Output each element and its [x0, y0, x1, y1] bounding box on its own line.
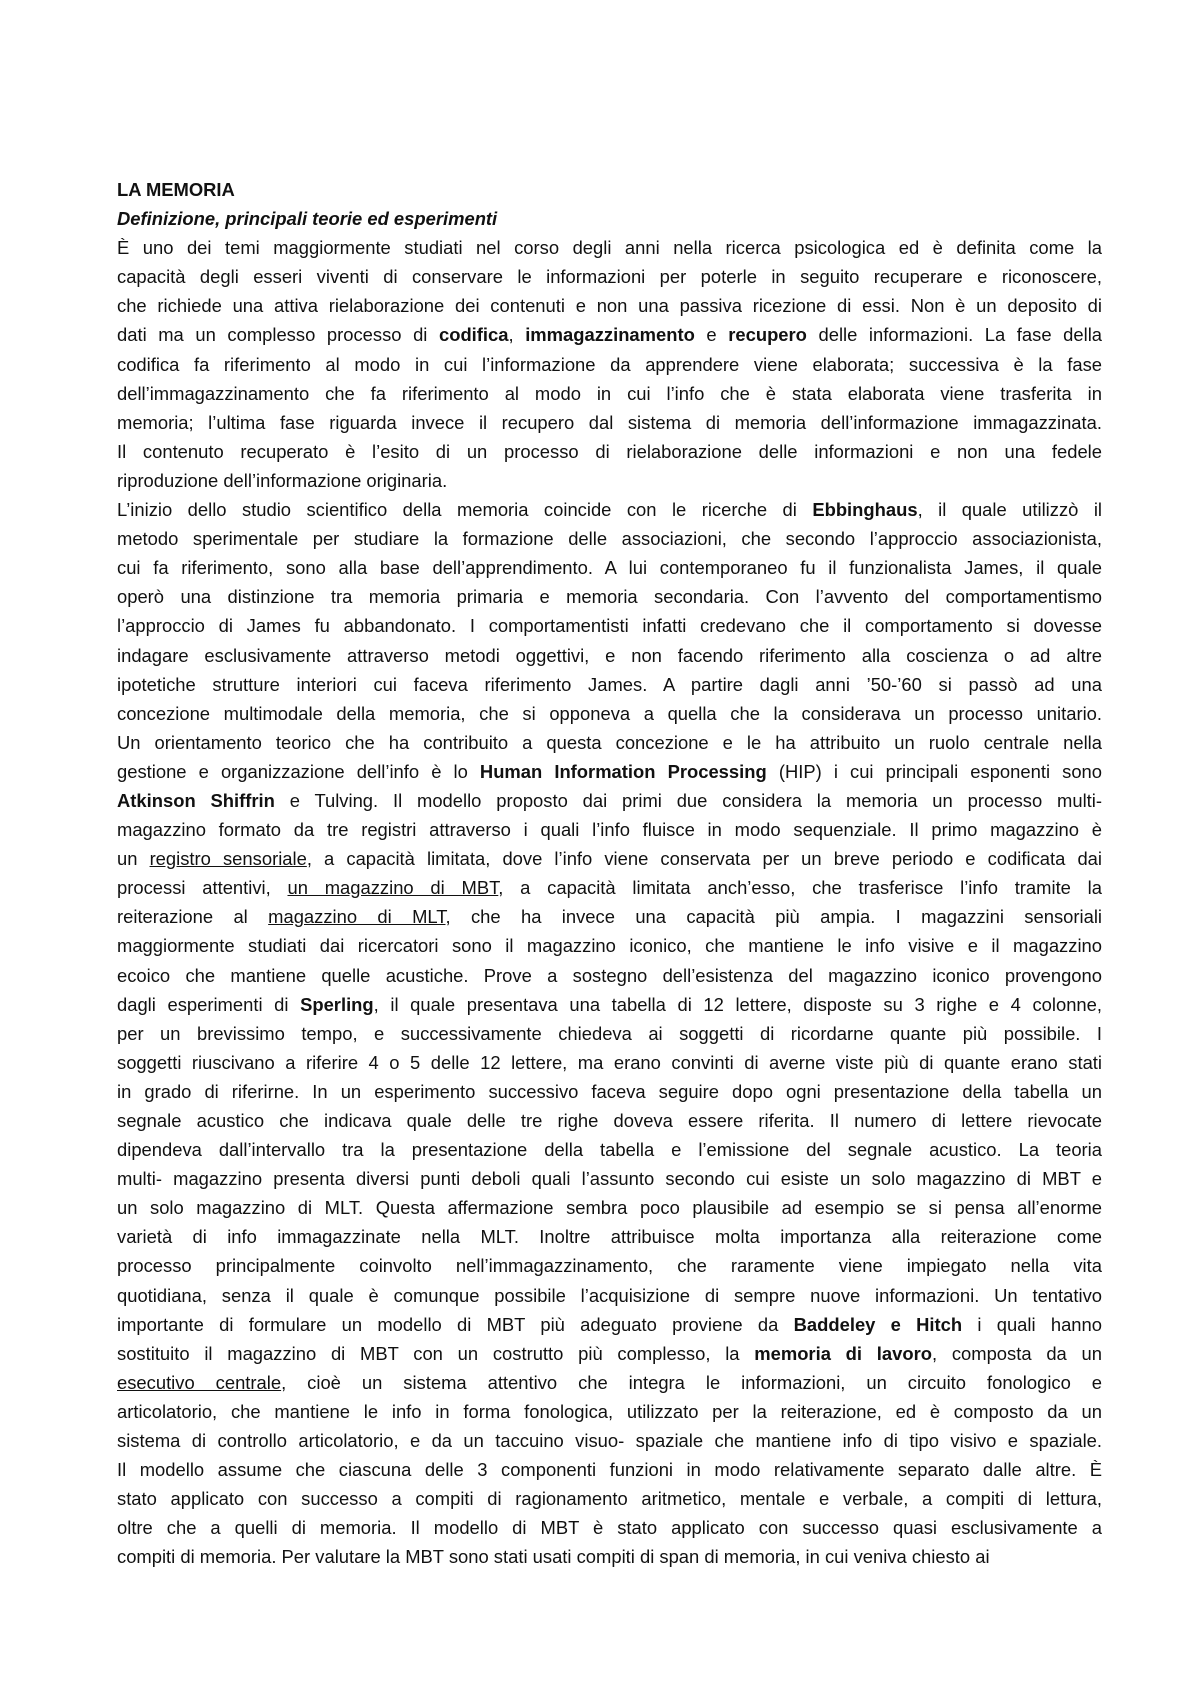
text-span: , cioè un sistema attentivo che integra le informazioni, un circuito fonologico e — [281, 1371, 1103, 1393]
text-line — [117, 670, 1102, 699]
text-line — [117, 1193, 1102, 1222]
text-span: , — [508, 324, 526, 346]
text-span: dipendeva dall’intervallo tra la presentazione della tabella e l’emissione del segnale acustico. La teoria — [117, 1139, 1102, 1161]
text-line — [117, 902, 1102, 931]
text-span: dati ma un complesso processo di — [117, 324, 439, 346]
underlined-text: registro sensoriale — [149, 848, 307, 870]
text-span: ecoico che mantiene quelle acustiche. Prove a sostegno dell’esistenza del magazzino iconico provengono — [117, 964, 1102, 986]
text-line — [117, 815, 1102, 844]
text-span: l’approccio di James fu abbandonato. I comportamentisti infatti credevano che il comportamento si dovesse — [117, 615, 1102, 637]
text-line — [117, 931, 1102, 960]
text-span: , a capacità limitata anch’esso, che trasferisce l’info tramite la — [498, 877, 1102, 899]
bold-text: Atkinson Shiffrin — [117, 789, 275, 811]
text-span: magazzino formato da tre registri attraverso i quali l’info fluisce in modo sequenziale. Il primo magazzino è — [117, 819, 1102, 841]
text-line — [117, 262, 1102, 291]
text-line — [117, 1513, 1102, 1542]
text-span: concezione multimodale della memoria, che si opponeva a quella che la considerava un processo unitario. — [117, 702, 1102, 724]
text-line — [117, 350, 1102, 379]
text-line — [117, 1310, 1102, 1339]
text-span: riproduzione dell’informazione originaria. — [117, 469, 448, 491]
text-span: sostituito il magazzino di MBT con un costrutto più complesso, la — [117, 1342, 755, 1364]
underlined-text: magazzino di MLT — [268, 906, 446, 928]
text-line — [117, 553, 1102, 582]
text-span: codifica fa riferimento al modo in cui l’informazione da apprendere viene elaborata; successiva è la fase — [117, 353, 1102, 375]
document-subtitle: Definizione, principali teorie ed esperimenti — [117, 208, 498, 230]
text-line — [117, 1397, 1102, 1426]
text-line — [117, 1339, 1102, 1368]
text-span: metodo sperimentale per studiare la formazione delle associazioni, che secondo l’approccio associazionista, — [117, 528, 1102, 550]
text-line — [117, 757, 1102, 786]
text-line — [117, 1048, 1102, 1077]
text-line — [117, 379, 1102, 408]
text-line — [117, 291, 1102, 320]
text-line — [117, 1251, 1102, 1280]
text-span: i quali hanno — [962, 1313, 1102, 1335]
bold-text: recupero — [728, 324, 807, 346]
text-line — [117, 524, 1102, 553]
text-span: articolatorio, che mantiene le info in forma fonologica, utilizzato per la reiterazione, ed è composto da un — [117, 1400, 1102, 1422]
text-span: processo principalmente coinvolto nell’immagazzinamento, che raramente viene impiegato nella vita — [117, 1255, 1102, 1277]
document-title: LA MEMORIA — [117, 179, 235, 200]
text-line — [117, 437, 1102, 466]
bold-text: Human Information Processing — [479, 760, 767, 782]
bold-text: memoria di lavoro — [754, 1342, 932, 1364]
text-line — [117, 611, 1102, 640]
text-span: in grado di riferirne. In un esperimento successivo faceva seguire dopo ogni presentazione della tabella un — [117, 1080, 1102, 1102]
text-span: cui fa riferimento, sono alla base dell’apprendimento. A lui contemporaneo fu il funzionalista James, il quale — [117, 557, 1102, 579]
text-line — [117, 1077, 1102, 1106]
text-line — [117, 1484, 1102, 1513]
underlined-text: esecutivo centrale — [117, 1371, 282, 1393]
text-span: gestione e organizzazione dell’info è lo — [117, 760, 480, 782]
text-line — [117, 1426, 1102, 1455]
text-span: Il contenuto recuperato è l’esito di un processo di rielaborazione delle informazioni e non una fedele — [117, 440, 1102, 462]
text-span: soggetti riuscivano a riferire 4 o 5 delle 12 lettere, ma erano convinti di averne viste più di quante erano stati — [117, 1051, 1102, 1073]
bold-text: codifica — [438, 324, 509, 346]
bold-text: Baddeley e Hitch — [793, 1313, 963, 1335]
bold-text: Sperling — [300, 993, 374, 1015]
text-line — [117, 1019, 1102, 1048]
text-span: capacità degli esseri viventi di conservare le informazioni per poterle in seguito recuperare e riconoscere, — [117, 266, 1102, 288]
text-line — [117, 233, 1102, 262]
text-span: È uno dei temi maggiormente studiati nel corso degli anni nella ricerca psicologica ed è definita come la — [117, 237, 1102, 259]
text-span: delle informazioni. La fase della — [806, 324, 1103, 346]
text-span: operò una distinzione tra memoria primaria e memoria secondaria. Con l’avvento del comportamentismo — [117, 586, 1102, 608]
text-line — [117, 582, 1102, 611]
text-span: che richiede una attiva rielaborazione dei contenuti e non una passiva ricezione di essi. Non è un deposito di — [117, 295, 1102, 317]
text-span: un solo magazzino di MLT. Questa affermazione sembra poco plausibile ad esempio se si pensa all’enorme — [117, 1197, 1102, 1219]
underlined-text: un magazzino di MBT — [287, 877, 499, 899]
text-line — [117, 495, 1102, 524]
bold-text: Ebbinghaus — [812, 499, 918, 521]
text-span: varietà di info immagazzinate nella MLT. Inoltre attribuisce molta importanza alla reiterazione come — [117, 1226, 1102, 1248]
text-span: , il quale presentava una tabella di 12 lettere, disposte su 3 righe e 4 colonne, — [373, 993, 1102, 1015]
text-span: stato applicato con successo a compiti di ragionamento aritmetico, mentale e verbale, a compiti di lettura, — [117, 1488, 1102, 1510]
text-line — [117, 1106, 1102, 1135]
text-span: un — [117, 848, 150, 870]
text-span: maggiormente studiati dai ricercatori sono il magazzino iconico, che mantiene le info visive e il magazzino — [117, 935, 1102, 957]
text-span: multi- magazzino presenta diversi punti deboli quali l’assunto secondo cui esiste un solo magazzino di MBT e — [117, 1168, 1102, 1190]
text-span: e Tulving. Il modello proposto dai primi due considera la memoria un processo multi- — [274, 789, 1103, 811]
text-line — [117, 844, 1102, 873]
document-body — [117, 175, 1102, 1572]
text-line — [117, 961, 1102, 990]
text-line — [117, 1135, 1102, 1164]
text-line — [117, 1281, 1102, 1310]
text-span: indagare esclusivamente attraverso metodi oggettivi, e non facendo riferimento alla coscienza o ad altre — [117, 644, 1102, 666]
text-line — [117, 1368, 1102, 1397]
text-span: Il modello assume che ciascuna delle 3 componenti funzioni in modo relativamente separato dalle altre. È — [117, 1459, 1102, 1481]
text-line — [117, 641, 1102, 670]
text-span: dagli esperimenti di — [117, 993, 301, 1015]
text-span: e — [694, 324, 729, 346]
text-span: , il quale utilizzò il — [917, 499, 1103, 521]
text-line — [117, 408, 1102, 437]
text-span: Un orientamento teorico che ha contribuito a questa concezione e le ha attribuito un ruolo centrale nella — [117, 731, 1102, 753]
text-span: oltre che a quelli di memoria. Il modello di MBT è stato applicato con successo quasi esclusivamente a — [117, 1517, 1102, 1539]
text-span: segnale acustico che indicava quale delle tre righe doveva essere riferita. Il numero di lettere rievocate — [117, 1110, 1102, 1131]
text-line — [117, 1164, 1102, 1193]
text-span: quotidiana, senza il quale è comunque possibile l’acquisizione di sempre nuove informazioni. Un tentativo — [117, 1284, 1102, 1306]
text-span: memoria; l’ultima fase riguarda invece il recupero dal sistema di memoria dell’informazione immagazzinata. — [117, 411, 1102, 433]
text-line — [117, 1222, 1102, 1251]
text-span: sistema di controllo articolatorio, e da un taccuino visuo- spaziale che mantiene info di tipo visivo e spaziale. — [117, 1430, 1102, 1452]
text-span: ipotetiche strutture interiori cui faceva riferimento James. A partire dagli anni ’50-’60 si passò ad una — [117, 673, 1102, 695]
text-span: (HIP) i cui principali esponenti sono — [766, 760, 1102, 782]
text-span: , composta da un — [931, 1342, 1102, 1364]
text-span: dell’immagazzinamento che fa riferimento al modo in cui l’info che è stata elaborata viene trasferita in — [117, 382, 1102, 404]
text-span: importante di formulare un modello di MBT più adeguato proviene da — [117, 1313, 794, 1335]
text-line — [117, 699, 1102, 728]
text-line — [117, 320, 1102, 349]
bold-text: immagazzinamento — [525, 324, 695, 346]
text-span: processi attentivi, — [117, 877, 288, 899]
text-span: L’inizio dello studio scientifico della memoria coincide con le ricerche di — [117, 499, 813, 521]
text-line — [117, 1542, 1102, 1571]
text-line — [117, 786, 1102, 815]
text-line — [117, 990, 1102, 1019]
text-line — [117, 728, 1102, 757]
text-line — [117, 1455, 1102, 1484]
text-span: per un brevissimo tempo, e successivamente chiedeva ai soggetti di ricordarne quante più possibile. I — [117, 1022, 1102, 1044]
document-text — [117, 233, 1102, 1571]
text-span: , a capacità limitata, dove l’info viene conservata per un breve periodo e codificata dai — [306, 848, 1102, 870]
text-line — [117, 873, 1102, 902]
text-span: reiterazione al — [117, 906, 269, 928]
text-span: compiti di memoria. Per valutare la MBT sono stati usati compiti di span di memoria, in cui veniva chiesto ai — [117, 1546, 990, 1568]
text-line — [117, 466, 1102, 495]
text-span: , che ha invece una capacità più ampia. I magazzini sensoriali — [445, 906, 1102, 928]
